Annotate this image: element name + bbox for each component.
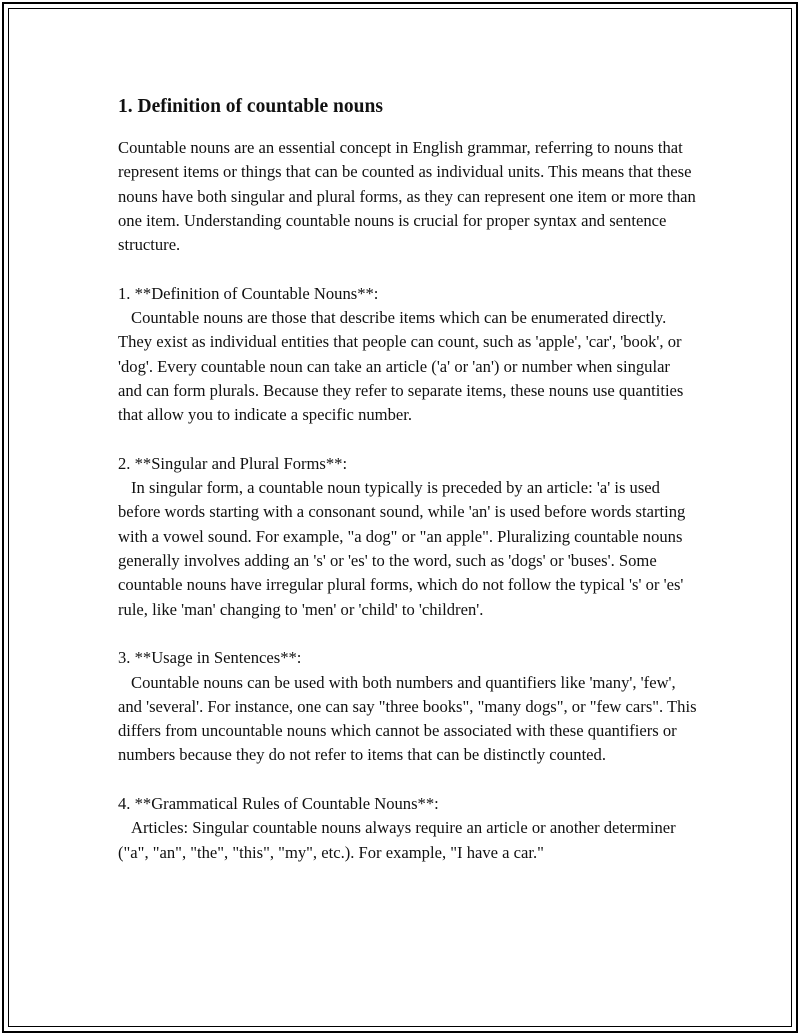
list-item-title: 4. **Grammatical Rules of Countable Nouns**: (118, 794, 439, 814)
section-heading: 1. Definition of countable nouns (118, 96, 383, 117)
document-body (118, 94, 698, 889)
intro-paragraph: Countable nouns are an essential concept in English grammar, referring to nouns that represent items or things that can be counted as individual units. This means that these nouns have both singular and plural forms, as they can represent one item or more than one item. Understanding countable nouns is crucial for proper syntax and sentence structure. (118, 138, 696, 255)
list-item-body: Countable nouns are those that describe items which can be enumerated directly. They exist as individual entities that people can count, such as 'apple', 'car', 'book', or 'dog'. Every countable noun can take an article ('a' or 'an') or number when singular and can form plurals. Because they refer to separate items, these nouns use quantities that allow you to indicate a specific number. (118, 308, 684, 425)
list-item-body: In singular form, a countable noun typically is preceded by an article: 'a' is used before words starting with a consonant sound, while 'an' is used before words starting with a vowel sound. For example, "a dog" or "an apple". Pluralizing countable nouns generally involves adding an 's' or 'es' to the word, such as 'dogs' or 'buses'. Some countable nouns have irregular plural forms, which do not follow the typical 's' or 'es' rule, like 'man' changing to 'men' or 'child' to 'children'. (118, 478, 686, 619)
list-item-body: Articles: Singular countable nouns always require an article or another determiner ("a", "an", "the", "this", "my", etc.). For example, "I have a car." (118, 818, 676, 862)
list-item-grammatical-rules (118, 792, 698, 865)
list-item-singular-plural (118, 452, 698, 622)
list-item-title: 3. **Usage in Sentences**: (118, 648, 302, 668)
list-item-title: 1. **Definition of Countable Nouns**: (118, 283, 379, 303)
list-item-body: Countable nouns can be used with both numbers and quantifiers like 'many', 'few', and 'several'. For instance, one can say "three books", "many dogs", or "few cars". This differs from uncountable nouns which cannot be associated with these quantifiers or numbers because they do not refer to items that can be distinctly counted. (118, 672, 697, 765)
list-item-definition (118, 282, 698, 428)
list-item-title: 2. **Singular and Plural Forms**: (118, 453, 348, 473)
list-item-usage (118, 646, 698, 767)
